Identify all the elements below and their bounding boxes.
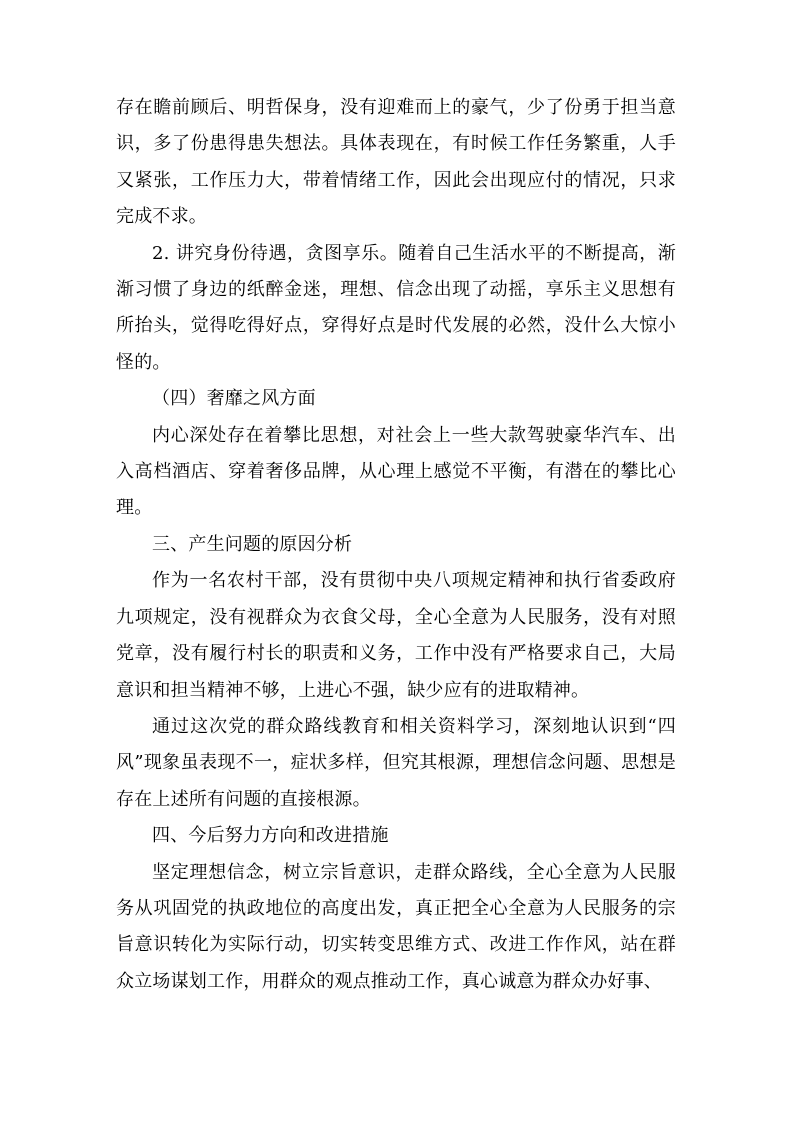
section-heading-cause-analysis: 三、产生问题的原因分析 [152, 533, 353, 555]
paragraph-extravagance: 内心深处存在着攀比思想，对社会上一些大款驾驶豪华汽车、出入高档酒店、穿着奢侈品牌，从心理上感觉不平衡，有潜在的攀比心理。 [116, 424, 676, 519]
paragraph-hedonism-item-2: 2. 讲究身份待遇，贪图享乐。随着自己生活水平的不断提高，渐渐习惯了身边的纸醉金迷，理想、信念出现了动摇，享乐主义思想有所抬头，觉得吃得好点，穿得好点是时代发展的必然，没什么大惊小怪的。 [116, 242, 676, 373]
paragraph-continued-attitude: 存在瞻前顾后、明哲保身，没有迎难而上的豪气，少了份勇于担当意识，多了份患得患失想法。具体表现在，有时候工作任务繁重，人手又紧张，工作压力大，带着情绪工作，因此会出现应付的情况，只求完成不求。 [116, 97, 676, 228]
paragraph-cause-analysis: 作为一名农村干部，没有贯彻中央八项规定精神和执行省委政府九项规定，没有视群众为衣食父母，全心全意为人民服务，没有对照党章，没有履行村长的职责和义务，工作中没有严格要求自己，大局意识和担当精神不够，上进心不强，缺少应有的进取精神。 [116, 570, 676, 701]
document-body [116, 90, 676, 1000]
section-heading-extravagance: （四）奢靡之风方面 [152, 388, 316, 410]
paragraph-improvement: 坚定理想信念，树立宗旨意识，走群众路线，全心全意为人民服务从巩固党的执政地位的高度出发，真正把全心全意为人民服务的宗旨意识转化为实际行动，切实转变思维方式、改进工作作风，站在群众立场谋划工作，用群众的观点推动工作，真心诚意为群众办好事、 [116, 861, 676, 992]
paragraph-root-cause: 通过这次党的群众路线教育和相关资料学习，深刻地认识到“四风”现象虽表现不一，症状多样，但究其根源，理想信念问题、思想是存在上述所有问题的直接根源。 [116, 715, 676, 810]
section-heading-improvement: 四、今后努力方向和改进措施 [152, 825, 389, 847]
